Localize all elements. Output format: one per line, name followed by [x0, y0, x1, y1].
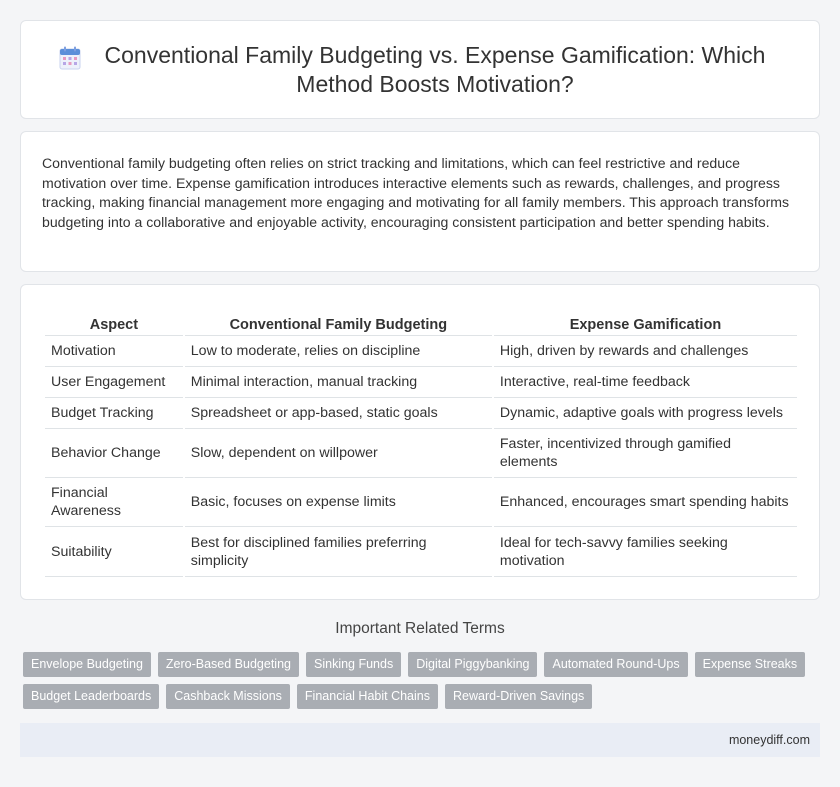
table-row — [45, 336, 797, 367]
column-header: Expense Gamification — [494, 314, 797, 336]
related-terms-heading: Important Related Terms — [335, 620, 505, 637]
table-cell: Best for disciplined families preferring simplicity — [185, 527, 492, 577]
related-tag[interactable]: Automated Round-Ups — [544, 652, 687, 677]
intro-card — [20, 131, 820, 272]
table-cell: Motivation — [45, 336, 183, 367]
table-cell: Financial Awareness — [45, 478, 183, 527]
column-header: Conventional Family Budgeting — [185, 314, 492, 336]
table-cell: Low to moderate, relies on discipline — [185, 336, 492, 367]
related-tag[interactable]: Sinking Funds — [306, 652, 401, 677]
related-tag[interactable]: Cashback Missions — [166, 684, 290, 709]
related-tag[interactable]: Budget Leaderboards — [23, 684, 159, 709]
table-cell: Faster, incentivized through gamified elements — [494, 429, 797, 478]
table-header-row — [45, 314, 797, 336]
footer-site-link[interactable]: moneydiff.com — [728, 733, 810, 747]
table-cell: Basic, focuses on expense limits — [185, 478, 492, 527]
footer — [20, 723, 820, 757]
table-cell: Interactive, real-time feedback — [494, 367, 797, 398]
table-cell: Slow, dependent on willpower — [185, 429, 492, 478]
table-row — [45, 527, 797, 577]
table-cell: User Engagement — [45, 367, 183, 398]
table-row — [45, 429, 797, 478]
table-row — [45, 367, 797, 398]
related-tag[interactable]: Expense Streaks — [695, 652, 806, 677]
table-cell: Behavior Change — [45, 429, 183, 478]
related-tag[interactable]: Reward-Driven Savings — [445, 684, 592, 709]
page-title: Conventional Family Budgeting vs. Expense Gamification: Which Method Boosts Motivation? — [104, 41, 766, 97]
table-cell: High, driven by rewards and challenges — [494, 336, 797, 367]
table-cell: Enhanced, encourages smart spending habits — [494, 478, 797, 527]
related-tag[interactable]: Envelope Budgeting — [23, 652, 151, 677]
table-cell: Ideal for tech-savvy families seeking motivation — [494, 527, 797, 577]
comparison-table — [43, 314, 799, 577]
table-cell: Budget Tracking — [45, 398, 183, 429]
comparison-card — [20, 284, 820, 600]
related-tag[interactable]: Digital Piggybanking — [408, 652, 537, 677]
calendar-icon — [59, 46, 81, 70]
table-cell: Dynamic, adaptive goals with progress levels — [494, 398, 797, 429]
table-row — [45, 478, 797, 527]
table-cell: Spreadsheet or app-based, static goals — [185, 398, 492, 429]
related-tags-row — [23, 652, 823, 677]
column-header: Aspect — [45, 314, 183, 336]
title-card — [20, 20, 820, 119]
intro-paragraph: Conventional family budgeting often relies on strict tracking and limitations, which can feel restrictive and reduce motivation over time. Expense gamification introduces interactive elements such as rewards, challenges, and progress tracking, making financial management more engaging and motivating for all family members. This approach transforms budgeting into a collaborative and enjoyable activity, encouraging consistent participation and better spending habits. — [42, 155, 790, 230]
table-cell: Suitability — [45, 527, 183, 577]
related-tags-row — [23, 684, 823, 709]
table-cell: Minimal interaction, manual tracking — [185, 367, 492, 398]
related-tag[interactable]: Zero-Based Budgeting — [158, 652, 299, 677]
table-row — [45, 398, 797, 429]
related-tag[interactable]: Financial Habit Chains — [297, 684, 438, 709]
